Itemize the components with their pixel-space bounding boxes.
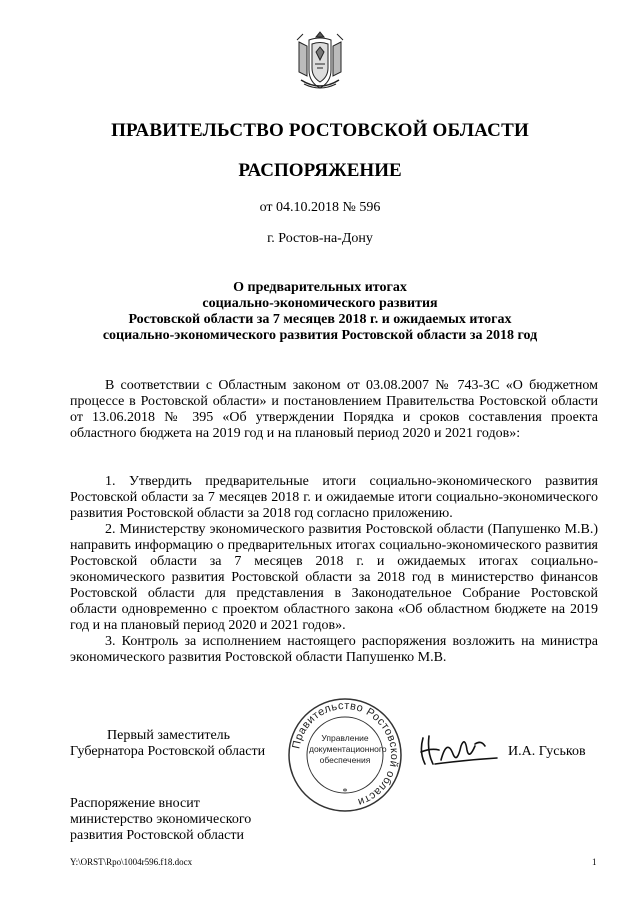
stamp-outer-text: Правительство Ростовской области [290, 699, 401, 809]
resolution-item-1: 1. Утвердить предварительные итоги социально-экономического развития Ростовской области за 7 месяцев 2018 г. и ожидаемые итоги социально-экономического развития Ростовской области за 2018 год согласно приложению. [70, 474, 598, 521]
preamble-block [70, 378, 598, 442]
footer-page-number: 1 [592, 857, 597, 867]
stamp-inner-line: обеспечения [319, 755, 371, 765]
document-date-number: от 04.10.2018 № 596 [259, 200, 381, 215]
submitter-note-line: Распоряжение вносит [70, 796, 200, 811]
government-title: ПРАВИТЕЛЬСТВО РОСТОВСКОЙ ОБЛАСТИ [111, 120, 529, 141]
rostov-oblast-coat-of-arms-icon [295, 30, 345, 92]
subject-line: Ростовской области за 7 месяцев 2018 г. и ожидаемых итогах [128, 312, 512, 327]
handwritten-signature [415, 730, 500, 775]
preamble-paragraph: В соответствии с Областным законом от 03.08.2007 № 743-ЗС «О бюджетном процессе в Ростовской области» и постановлением Правительства Ростовской области от 13.06.2018 № 395 «Об утверждении Порядка и сроков составления проекта областного бюджета на 2019 год и на плановый период 2020 и 2021 годов»: [70, 378, 598, 441]
document-type: РАСПОРЯЖЕНИЕ [238, 160, 402, 181]
subject-line: О предварительных итогах [233, 280, 407, 295]
submitter-note-line: министерство экономического [70, 812, 252, 827]
stamp-inner-text [309, 733, 387, 766]
stamp-inner-line: документационного [309, 744, 387, 754]
subject-line: социально-экономического развития [202, 296, 438, 311]
signatory-position [70, 728, 266, 760]
resolution-item-2: 2. Министерству экономического развития Ростовской области (Папушенко М.В.) направить информацию о предварительных итогах социально-экономического развития Ростовской области за 7 месяцев 2018 г. и ожидаемых итогах социально-экономического развития Ростовской области за 2018 год в министерство финансов Ростовской области для представления в Законодательное Собрание Ростовской области одновременно с проектом областного закона «Об областном бюджете на 2019 год и на плановый период 2020 и 2021 годов». [70, 522, 598, 633]
submitter-note [70, 796, 251, 844]
svg-text:*: * [342, 787, 348, 798]
document-subject [70, 280, 570, 344]
footer-file-path: Y:\ORST\Rpo\1004r596.f18.docx [70, 857, 193, 867]
official-stamp [287, 697, 403, 813]
resolution-item-3: 3. Контроль за исполнением настоящего распоряжения возложить на министра экономического развития Ростовской области Папушенко М.В. [70, 634, 598, 665]
subject-line: социально-экономического развития Ростовской области за 2018 год [102, 328, 538, 343]
signatory-position-line: Первый заместитель [107, 728, 231, 743]
signatory-name: И.А. Гуськов [508, 744, 586, 759]
submitter-note-line: развития Ростовской области [70, 828, 244, 843]
signatory-position-line: Губернатора Ростовской области [70, 744, 266, 759]
stamp-inner-line: Управление [321, 733, 369, 743]
document-city: г. Ростов-на-Дону [267, 231, 373, 246]
resolution-items [70, 474, 598, 666]
